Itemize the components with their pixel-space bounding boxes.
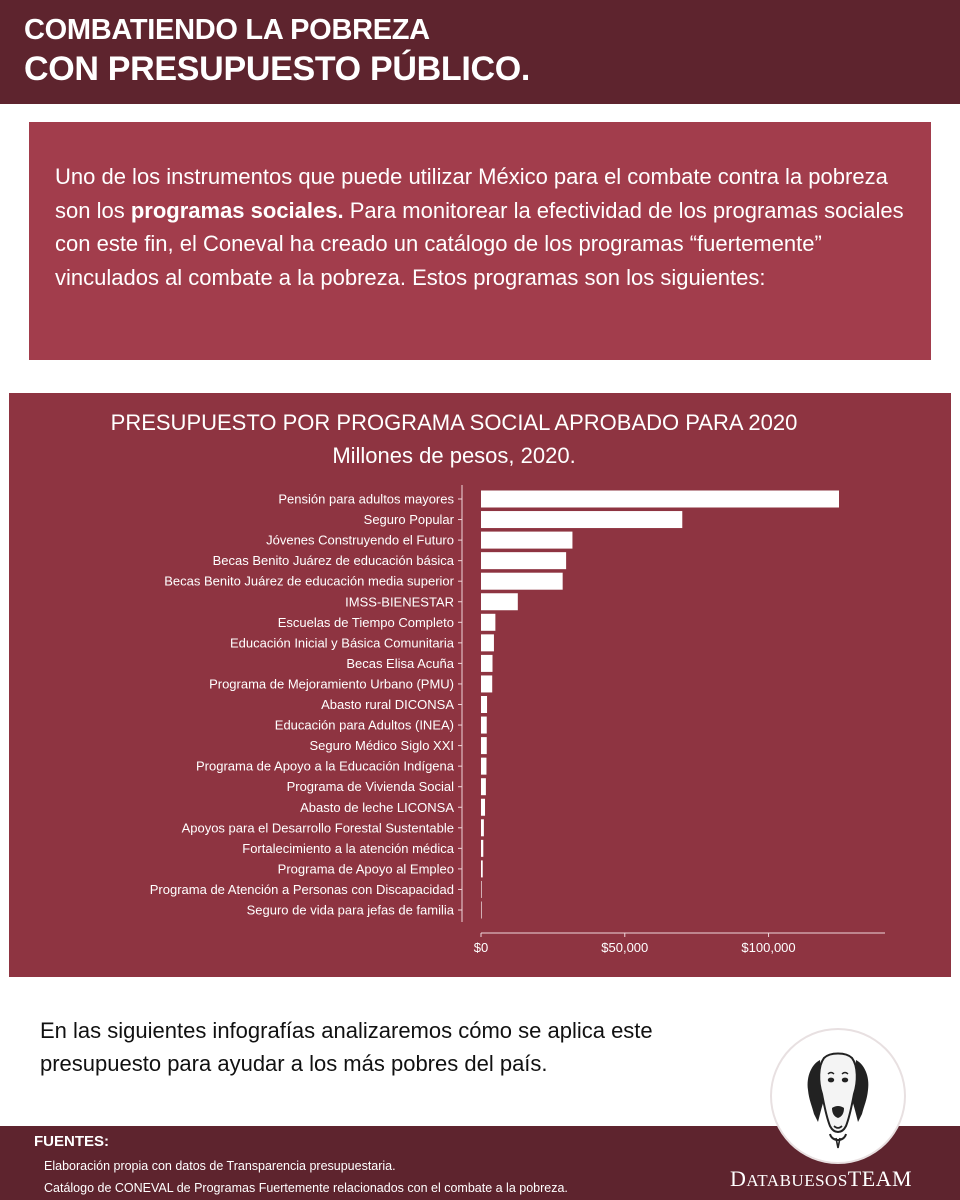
chart-panel bbox=[9, 393, 951, 977]
footer-source-1: Elaboración propia con datos de Transparencia presupuestaria. bbox=[44, 1159, 396, 1173]
category-label: Programa de Atención a Personas con Discapacidad bbox=[149, 881, 454, 897]
bar bbox=[481, 593, 518, 610]
intro-text-end: Para monitorear la efectividad de los programas sociales con este fin, el Coneval ha creado un catálogo de los programas “fuertemente” vinculados al combate a la pobreza. Estos programas son los siguientes: bbox=[55, 197, 904, 290]
category-label: Seguro de vida para jefas de familia bbox=[246, 902, 454, 918]
category-label: Educación para Adultos (INEA) bbox=[274, 717, 454, 733]
bar bbox=[481, 737, 487, 754]
bar bbox=[481, 655, 493, 672]
bar bbox=[481, 634, 494, 651]
bar bbox=[481, 614, 495, 631]
bar bbox=[481, 860, 483, 877]
category-label: Pensión para adultos mayores bbox=[278, 491, 454, 507]
bar bbox=[481, 799, 485, 816]
intro-text bbox=[55, 160, 915, 294]
category-label: Programa de Vivienda Social bbox=[286, 779, 454, 795]
bar bbox=[481, 758, 486, 775]
bar bbox=[481, 778, 486, 795]
bar-chart bbox=[9, 393, 951, 977]
bar bbox=[481, 840, 483, 857]
category-label: Becas Benito Juárez de educación básica bbox=[212, 553, 454, 569]
bar bbox=[481, 511, 682, 528]
category-label: Abasto rural DICONSA bbox=[321, 697, 454, 712]
brand-part2: ATABUESOS bbox=[746, 1171, 848, 1190]
category-label: Educación Inicial y Básica Comunitaria bbox=[230, 635, 454, 651]
intro-text-start: Uno de los instrumentos que puede utilizar México para el combate contra la pobreza son los bbox=[55, 164, 888, 223]
bar bbox=[481, 532, 572, 549]
x-tick-label: $0 bbox=[473, 940, 489, 955]
intro-text-bold: programas sociales. bbox=[130, 197, 344, 223]
bar bbox=[481, 552, 566, 569]
footer-title: FUENTES: bbox=[34, 1133, 109, 1150]
category-label: Programa de Apoyo al Empleo bbox=[277, 861, 454, 877]
bar bbox=[481, 573, 563, 590]
logo-badge bbox=[772, 1030, 904, 1162]
bar bbox=[481, 717, 487, 734]
bar bbox=[481, 675, 492, 692]
category-label: Jóvenes Construyendo el Futuro bbox=[266, 532, 454, 548]
bar bbox=[481, 696, 487, 713]
bar bbox=[481, 491, 839, 508]
category-label: Apoyos para el Desarrollo Forestal Sustentable bbox=[181, 820, 454, 836]
category-label: Seguro Popular bbox=[363, 512, 454, 528]
brand-part3: TEAM bbox=[847, 1166, 913, 1191]
brand-part1: D bbox=[730, 1166, 747, 1191]
category-label: Programa de Apoyo a la Educación Indígena bbox=[195, 758, 454, 774]
bar bbox=[481, 881, 482, 898]
bar bbox=[481, 902, 482, 919]
x-tick-label: $100,000 bbox=[741, 940, 796, 955]
category-label: Becas Benito Juárez de educación media superior bbox=[164, 573, 454, 589]
brand-wordmark bbox=[730, 1166, 912, 1192]
hound-dog-icon bbox=[772, 1030, 904, 1162]
intro-panel bbox=[29, 122, 931, 360]
category-label: Fortalecimiento a la atención médica bbox=[242, 840, 454, 856]
category-label: IMSS-BIENESTAR bbox=[345, 594, 454, 610]
header-banner bbox=[0, 0, 960, 104]
header-title-line2: CON PRESUPUESTO PÚBLICO. bbox=[24, 50, 531, 88]
category-label: Abasto de leche LICONSA bbox=[300, 799, 454, 815]
category-label: Escuelas de Tiempo Completo bbox=[277, 614, 454, 630]
chart-subtitle: Millones de pesos, 2020. bbox=[332, 443, 576, 468]
outro-text: En las siguientes infografías analizaremos cómo se aplica este presupuesto para ayudar a los más pobres del país. bbox=[40, 1018, 653, 1076]
x-tick-label: $50,000 bbox=[601, 940, 649, 955]
chart-title: PRESUPUESTO POR PROGRAMA SOCIAL APROBADO PARA 2020 bbox=[110, 410, 798, 435]
category-label: Becas Elisa Acuña bbox=[346, 655, 454, 671]
bar bbox=[481, 819, 484, 836]
footer-source-2: Catálogo de CONEVAL de Programas Fuertemente relacionados con el combate a la pobreza. bbox=[44, 1181, 568, 1195]
header-title-line1: COMBATIENDO LA POBREZA bbox=[24, 14, 430, 46]
category-label: Programa de Mejoramiento Urbano (PMU) bbox=[209, 676, 454, 692]
category-label: Seguro Médico Siglo XXI bbox=[309, 738, 454, 754]
